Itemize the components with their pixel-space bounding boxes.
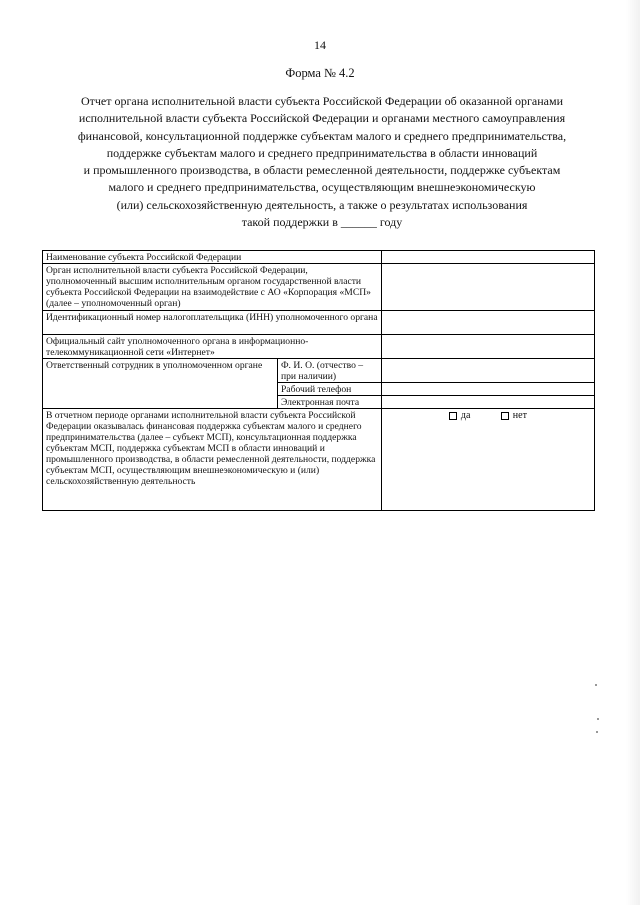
report-heading (52, 93, 592, 231)
email-field[interactable] (381, 396, 594, 409)
form-title: Форма № 4.2 (285, 66, 355, 80)
table-row (43, 264, 595, 311)
option-yes[interactable] (449, 410, 471, 421)
table-row (43, 335, 595, 359)
website-field[interactable] (381, 335, 594, 359)
table-row (43, 359, 595, 383)
heading-line: малого и среднего предпринимательства, осуществляющим внешнеэкономическую (108, 180, 536, 195)
checkbox-yes[interactable] (449, 412, 457, 420)
option-yes-label: да (460, 410, 471, 421)
option-no[interactable] (501, 410, 527, 421)
table-row (43, 311, 595, 335)
heading-line: исполнительной власти субъекта Российской Федерации и органами местного самоуправления (78, 111, 566, 126)
table-row (43, 251, 595, 264)
inn-field[interactable] (381, 311, 594, 335)
fio-label: Ф. И. О. (отчество – при наличии) (277, 359, 381, 383)
support-answer-cell (381, 409, 594, 511)
phone-label: Рабочий телефон (277, 383, 381, 396)
website-label: Официальный сайт уполномоченного органа в информационно-телекоммуникационной сети «Интернет» (43, 335, 382, 359)
heading-line: финансовой, консультационной поддержке субъектам малого и среднего предпринимательства, (77, 128, 567, 143)
heading-line: поддержке субъектам малого и среднего предпринимательства в области инноваций (106, 145, 538, 160)
subject-name-field[interactable] (381, 251, 594, 264)
option-no-label: нет (512, 410, 527, 421)
heading-line: Отчет органа исполнительной власти субъекта Российской Федерации об оказанной органами (80, 94, 563, 108)
executive-body-label: Орган исполнительной власти субъекта Российской Федерации, уполномоченный высшим исполнительным органом государственной власти субъекта Российской Федерации на взаимодействие с АО «Корпорация «МСП» (далее – уполномоченный орган) (43, 264, 382, 311)
heading-line: и промышленного производства, в области ремесленной деятельности, поддержке субъектам (83, 163, 561, 178)
scan-speck (597, 718, 599, 720)
responsible-employee-label: Ответственный сотрудник в уполномоченном органе (43, 359, 278, 409)
executive-body-field[interactable] (381, 264, 594, 311)
page-number: 14 (314, 38, 326, 52)
phone-field[interactable] (381, 383, 594, 396)
fio-field[interactable] (381, 359, 594, 383)
heading-line: (или) сельскохозяйственную деятельность, а также о результатах использования (116, 197, 528, 212)
heading-line: такой поддержки в ______ году (241, 215, 403, 230)
scan-speck (596, 731, 598, 733)
inn-label: Идентификационный номер налогоплательщика (ИНН) уполномоченного органа (43, 311, 382, 335)
scan-speck (595, 684, 597, 686)
email-label: Электронная почта (277, 396, 381, 409)
report-form-table (42, 250, 595, 511)
subject-name-label: Наименование субъекта Российской Федерации (43, 251, 382, 264)
page-edge-shadow (626, 0, 640, 905)
checkbox-no[interactable] (501, 412, 509, 420)
table-row (43, 409, 595, 511)
support-question-label: В отчетном периоде органами исполнительной власти субъекта Российской Федерации оказывалась финансовая поддержка субъектам малого и среднего предпринимательства (далее – субъект МСП), консультационная поддержка субъектам МСП, поддержка субъектам МСП в области инноваций и промышленного производства, в области ремесленной деятельности, поддержка субъектам МСП, осуществляющим внешнеэкономическую и (или) сельскохозяйственную деятельность (43, 409, 382, 511)
